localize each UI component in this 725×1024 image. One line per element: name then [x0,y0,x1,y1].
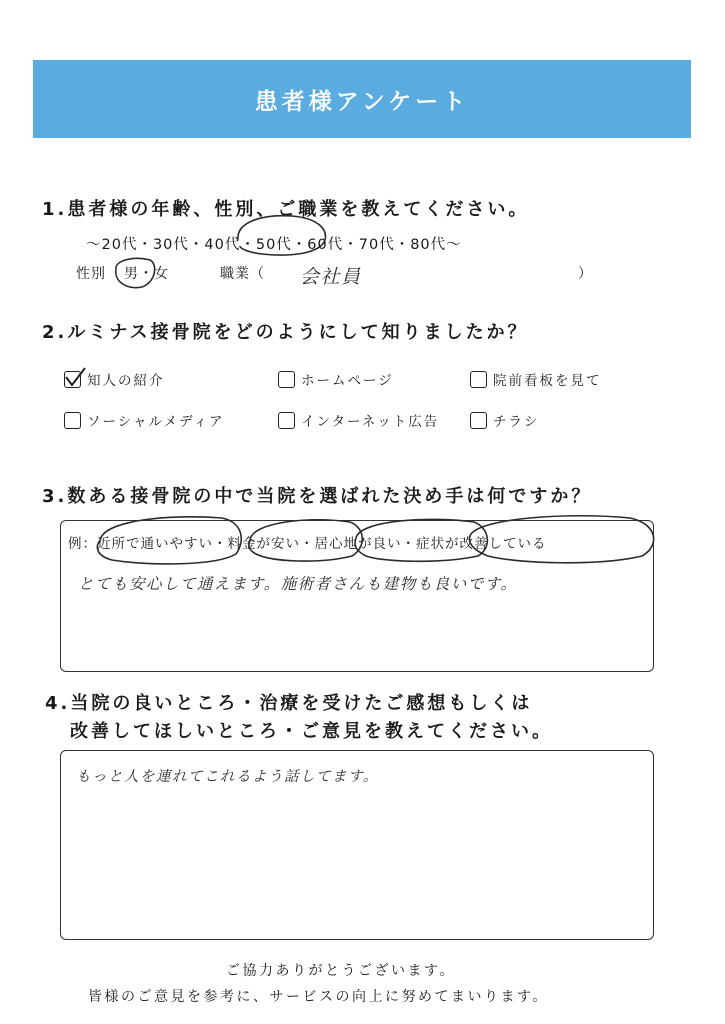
checkbox-homepage[interactable] [278,371,295,388]
q3-handwritten-answer: とても安心して通えます。施術者さんも建物も良いです。 [78,575,518,593]
survey-title: 患者様アンケート [254,88,470,115]
footer-thanks: ご協力ありがとうございます。 [226,963,456,979]
footer-message: 皆様のご意見を参考に、サービスの向上に努めてまいります。 [88,989,549,1005]
option-internet-ad[interactable] [278,410,439,430]
option-referral[interactable] [64,369,165,389]
option-flyer[interactable] [470,410,540,430]
checkbox-referral[interactable] [64,371,81,388]
option-homepage[interactable] [278,369,394,389]
question-3: 3.数ある接骨院の中で当院を選ばれた決め手は何ですか？ [42,486,593,507]
gender-options: 男・女 [124,266,169,282]
option-label: ソーシャルメディア [87,414,225,430]
option-label: チラシ [493,414,540,430]
check-icon [62,364,88,390]
option-label: 知人の紹介 [87,373,165,389]
age-options: 〜20代・30代・40代・50代・60代・70代・80代〜 [86,237,462,253]
option-label: ホームページ [301,373,394,389]
q4-handwritten-answer: もっと人を連れてこれるよう話してます。 [76,769,379,785]
checkbox-flyer[interactable] [470,412,487,429]
question-2: 2.ルミナス接骨院をどのようにして知りましたか？ [42,322,529,343]
question-4-line-1: 4.当院の良いところ・治療を受けたご感想もしくは [45,693,533,714]
header-banner [33,60,691,138]
checkbox-internet-ad[interactable] [278,412,295,429]
checkbox-social-media[interactable] [64,412,81,429]
gender-label: 性別 [76,266,106,282]
occupation-label: 職業（ [220,266,265,282]
option-label: インターネット広告 [301,414,440,430]
example-reasons: 例：近所で通いやすい・料金が安い・居心地が良い・症状が改善している [68,536,547,552]
checkbox-signboard[interactable] [470,371,487,388]
option-signboard[interactable] [470,369,602,389]
question-4-line-2: 改善してほしいところ・ご意見を教えてください。 [70,721,553,742]
question-1: 1.患者様の年齢、性別、ご職業を教えてください。 [42,199,530,220]
option-label: 院前看板を見て [493,373,602,389]
occupation-answer: 会社員 [300,266,362,288]
option-social-media[interactable] [64,410,224,430]
occupation-close: ） [578,266,593,282]
